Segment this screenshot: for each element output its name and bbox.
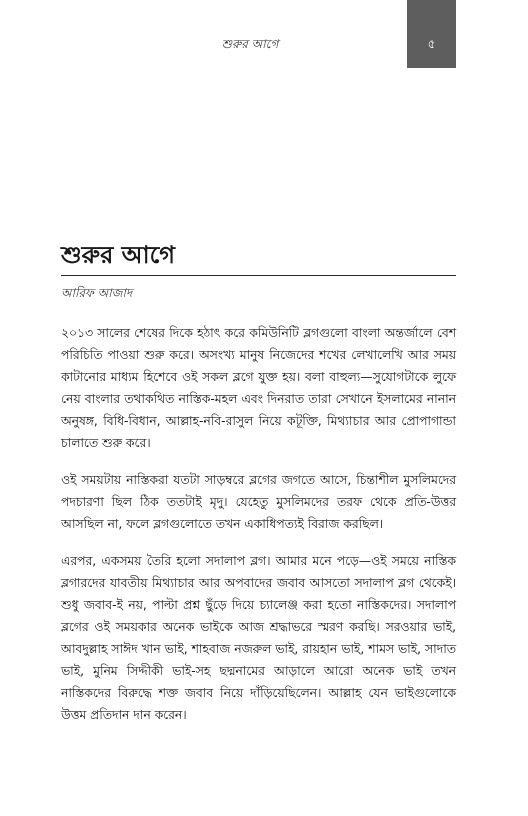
title-divider (61, 275, 456, 276)
paragraph: ওই সময়টায় নাস্তিকরা যতটা সাড়ম্বরে ব্লগের জগতে আসে, চিন্তাশীল মুসলিমদের পদচারণা ছিল ঠিক ততটাই মৃদু। যেহেতু মুসলিমদের তরফ থেকে প্রতি-উত্তর আসছিল না, ফলে ব্লগগুলোতে তখন একাধিপত্যই বিরাজ করছিল। (61, 473, 456, 531)
running-title: শুরুর আগে (221, 37, 279, 51)
paragraph: ২০১৩ সালের শেষের দিকে হঠাৎ করে কমিউনিটি ব্লগগুলো বাংলা অন্তর্জালে বেশ পরিচিতি পাওয়া শুরু করে। অসংখ্য মানুষ নিজেদের শখের লেখালেখি আর সময় কাটানোর মাধ্যম হিশেবে ওই সকল ব্লগে যুক্ত হয়। বলা বাহুল্য—সুযোগটাকে লুফে নেয় বাংলার তথাকথিত নাস্তিক-মহল এবং দিনরাত তারা সেখানে ইসলামের নানান অনুষঙ্গ, বিধি-বিধান, আল্লাহ-নবি-রাসুল নিয়ে কটূক্তি, মিথ্যাচার আর প্রোপাগান্ডা চালাতে শুরু করে। (61, 326, 456, 450)
body-text (61, 322, 456, 741)
page-number-tab (407, 0, 456, 68)
page-number: ৫ (427, 37, 436, 51)
author-name: আরিফ আজাদ (61, 286, 133, 300)
paragraph: এরপর, একসময় তৈরি হলো সদালাপ ব্লগ। আমার মনে পড়ে—ওই সময়ে নাস্তিক ব্লগারদের যাবতীয় মিথ্যাচার আর অপবাদের জবাব আসতো সদালাপ ব্লগ থেকেই। শুধু জবাব-ই নয়, পাল্টা প্রশ্ন ছুঁড়ে দিয়ে চ্যালেঞ্জ করা হতো নাস্তিকদের। সদালাপ ব্লগের ওই সময়কার অনেক ভাইকে আজ শ্রদ্ধাভরে স্মরণ করছি। সরওয়ার ভাই, আবদুল্লাহ সাঈদ খান ভাই, শাহবাজ নজরুল ভাই, রায়হান ভাই, শামস ভাই, সাদাত ভাই, মুনিম সিদ্দীকী ভাই-সহ ছদ্মনামের আড়ালে আরো অনেক ভাই তখন নাস্তিকদের বিরুদ্ধে শক্ত জবাব নিয়ে দাঁড়িয়েছিলেন। আল্লাহ যেন ভাইগুলোকে উত্তম প্রতিদান দান করেন। (61, 554, 456, 722)
chapter-title: শুরুর আগে (61, 241, 175, 269)
